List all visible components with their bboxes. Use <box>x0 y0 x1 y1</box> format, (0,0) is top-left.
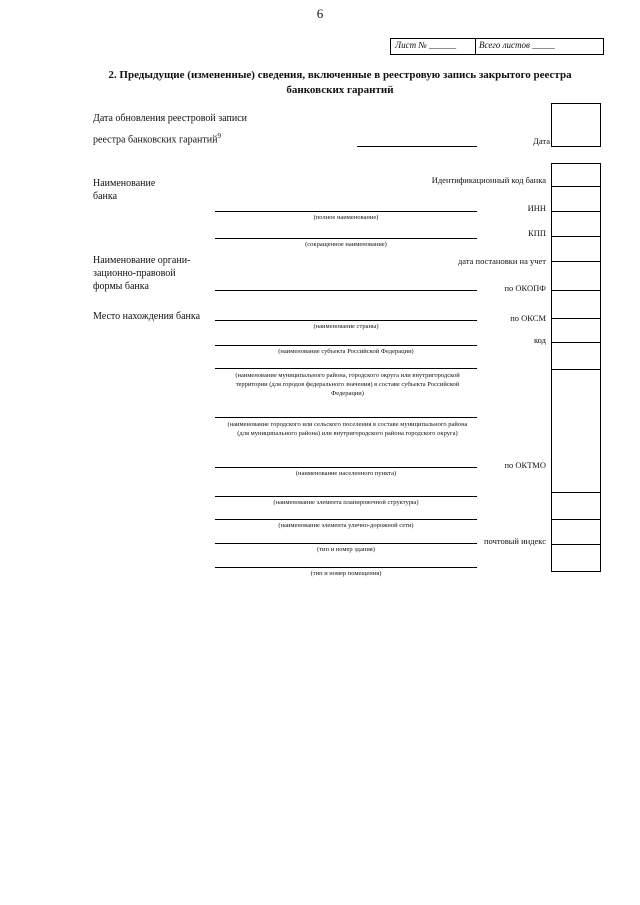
sheet-number-label: Лист № ______ <box>395 40 457 50</box>
code-label: код <box>533 335 546 345</box>
code-box[interactable] <box>551 342 601 370</box>
short-name-line[interactable] <box>215 238 477 239</box>
location-label: Место нахождения банка <box>93 311 201 322</box>
locality-caption: (наименование населенного пункта) <box>295 470 397 477</box>
planning-line[interactable] <box>215 496 477 497</box>
kpp-box[interactable] <box>551 236 601 262</box>
id-code-box-2[interactable] <box>551 186 601 212</box>
update-date-label-line1: Дата обновления реестровой записи <box>93 113 248 124</box>
id-code-label: Идентификационный код банка <box>431 175 546 185</box>
okopf-box[interactable] <box>551 290 601 319</box>
street-caption: (наименование элемента улично-дорожной сети) <box>278 522 414 529</box>
settlement-caption: (наименование городского или сельского поселения в составе муниципального района (для муниципального района) или внутригородского района городского округа) <box>227 421 468 437</box>
update-date-label <box>93 112 333 146</box>
short-name-caption: (сокращенное наименование) <box>305 241 387 248</box>
building-caption: (тип и номер здания) <box>317 546 375 553</box>
kpp-label: КПП <box>528 228 546 238</box>
settlement-line[interactable] <box>215 417 477 418</box>
sheet-info-box <box>390 38 604 55</box>
street-line[interactable] <box>215 519 477 520</box>
postal-index-label: почтовый индекс <box>484 536 546 546</box>
full-name-caption: (полное наименование) <box>313 214 379 221</box>
inn-label: ИНН <box>527 203 546 213</box>
page-number: 6 <box>316 6 324 21</box>
planning-caption: (наименование элемента планировочной структуры) <box>273 499 419 506</box>
location-box-extra[interactable] <box>551 492 601 520</box>
municipal-caption: (наименование муниципального района, городского округа или внутригородской территории (для городов федерального значения) в составе субъекта Российской Федерации) <box>235 372 460 397</box>
full-name-line[interactable] <box>215 211 477 212</box>
okopf-label: по ОКОПФ <box>504 283 546 293</box>
subject-line[interactable] <box>215 345 477 346</box>
oksm-box[interactable] <box>551 318 601 343</box>
legal-form-line[interactable] <box>215 290 477 291</box>
postal-index-box[interactable] <box>551 519 601 545</box>
section-title: 2. Предыдущие (измененные) сведения, включенные в реестровую запись закрытого реестра банковских гарантий <box>108 69 572 96</box>
date-box[interactable] <box>551 103 601 147</box>
oktmo-label: по ОКТМО <box>504 460 546 470</box>
sheet-box-divider <box>475 39 476 54</box>
country-caption: (наименование страны) <box>313 323 379 330</box>
locality-line[interactable] <box>215 467 477 468</box>
id-code-box[interactable] <box>551 163 601 187</box>
municipal-line[interactable] <box>215 368 477 369</box>
location-box-last[interactable] <box>551 544 601 572</box>
bank-name-label: Наименование банка <box>93 178 156 202</box>
oksm-label: по ОКСМ <box>510 313 546 323</box>
building-line[interactable] <box>215 543 477 544</box>
premises-caption: (тип и номер помещения) <box>310 570 382 577</box>
total-sheets-label: Всего листов _____ <box>479 40 555 50</box>
subject-caption: (наименование субъекта Российской Федерации) <box>278 348 414 355</box>
registration-date-label: дата постановки на учет <box>457 256 546 266</box>
premises-line[interactable] <box>215 567 477 568</box>
inn-box[interactable] <box>551 211 601 237</box>
registration-date-box[interactable] <box>551 261 601 291</box>
oktmo-box[interactable] <box>551 369 601 493</box>
legal-form-label: Наименование органи- зационно-правовой формы банка <box>93 255 191 292</box>
update-date-line <box>357 146 477 147</box>
footnote-marker: 9 <box>217 132 221 140</box>
country-line[interactable] <box>215 320 477 321</box>
update-date-label-line2: реестра банковских гарантий <box>93 134 218 146</box>
date-label: Дата <box>533 136 550 146</box>
